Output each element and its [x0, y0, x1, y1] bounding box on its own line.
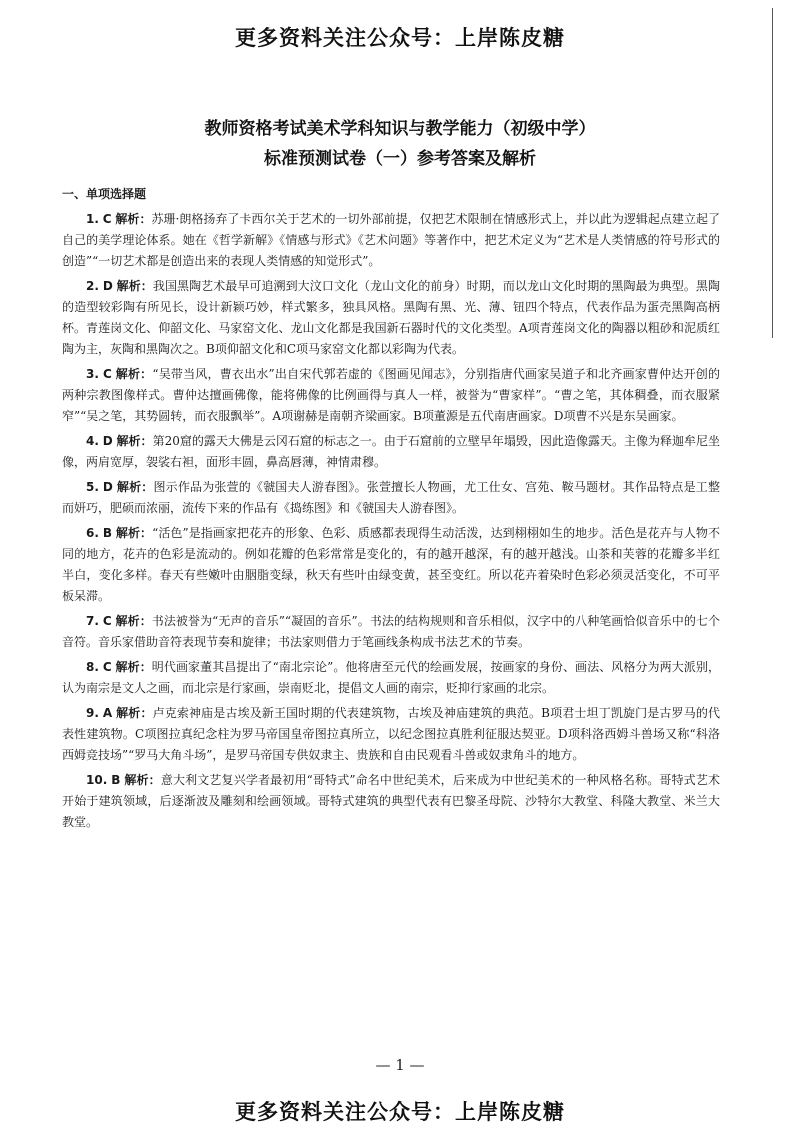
analysis-label: 解析：: [124, 773, 161, 787]
analysis-label: 解析：: [116, 480, 154, 494]
analysis-label: 解析：: [115, 614, 152, 628]
question-item: [62, 209, 720, 272]
question-answer: A: [102, 706, 113, 720]
question-answer: B: [102, 526, 112, 540]
question-item: [62, 703, 720, 766]
doc-subtitle: 标准预测试卷（一）参考答案及解析: [264, 149, 536, 169]
question-number: 7.: [86, 614, 99, 628]
watermark-banner-bottom: 更多资料关注公众号：上岸陈皮糖: [235, 1100, 565, 1124]
analysis-text: 我国黑陶艺术最早可追溯到大汶口文化（龙山文化的前身）时期，而以龙山文化时期的黑陶最为典型。黑陶的造型较彩陶有所见长，设计新颖巧妙，样式繁多，独具风格。黑陶有黑、光、薄、钮四个特点，代表作品为蛋壳黑陶高柄杯。青莲岗文化、仰韶文化、马家窑文化、龙山文化都是我国新石器时代的文化类型。A项青莲岗文化的陶器以粗砂和泥质红陶为主，灰陶和黑陶次之。B项仰韶文化和C项马家窑文化都以彩陶为代表。: [62, 279, 720, 356]
question-answer: D: [102, 434, 113, 448]
question-answer: D: [102, 480, 113, 494]
question-item: [62, 364, 720, 427]
question-number: 9.: [86, 706, 99, 720]
question-item: [62, 431, 720, 473]
section-heading: 一、单项选择题: [62, 187, 147, 201]
question-item: [62, 770, 720, 833]
analysis-text: 苏珊·朗格扬弃了卡西尔关于艺术的一切外部前提，仅把艺术限制在情感形式上，并以此为逻辑起点建立起了自己的美学理论体系。她在《哲学新解》《情感与形式》《艺术问题》等著作中，把艺术定义为“艺术是人类情感的符号形式的创造”“一切艺术都是创造出来的表现人类情感的知觉形式”。: [62, 212, 720, 268]
analysis-label: 解析：: [115, 212, 152, 226]
question-item: [62, 523, 720, 607]
analysis-label: 解析：: [115, 660, 152, 674]
question-answer: C: [102, 367, 112, 381]
analysis-text: 第20窟的露天大佛是云冈石窟的标志之一。由于石窟前的立壁早年塌毁，因此造像露天。主像为释迦牟尼坐像，两肩宽厚，袈裟右袒，面形丰圆，鼻高唇薄，神情肃穆。: [62, 434, 720, 469]
doc-title: 教师资格考试美术学科知识与教学能力（初级中学）: [204, 119, 596, 139]
analysis-text: 卢克索神庙是古埃及新王国时期的代表建筑物，古埃及神庙建筑的典范。B项君士坦丁凯旋门是古罗马的代表性建筑物。C项图拉真纪念柱为罗马帝国皇帝图拉真所立，以纪念图拉真胜利征服达契亚。D项科洛西姆斗兽场又称“科洛西姆竞技场”“罗马大角斗场”，是罗马帝国专供奴隶主、贵族和自由民观看斗兽或奴隶角斗的地方。: [62, 706, 720, 762]
analysis-text: 意大利文艺复兴学者最初用“哥特式”命名中世纪美术，后来成为中世纪美术的一种风格名称。哥特式艺术开始于建筑领域，后逐渐波及雕刻和绘画领域。哥特式建筑的典型代表有巴黎圣母院、沙特尔大教堂、科隆大教堂、米兰大教堂。: [62, 773, 720, 829]
question-number: 4.: [86, 434, 99, 448]
analysis-text: 明代画家董其昌提出了“南北宗论”。他将唐至元代的绘画发展，按画家的身份、画法、风格分为两大派别，认为南宗是文人之画，而北宗是行家画，崇南贬北，提倡文人画的南宗，贬抑行家画的北宗。: [62, 660, 720, 695]
analysis-label: 解析：: [116, 706, 153, 720]
analysis-label: 解析：: [116, 279, 153, 293]
question-number: 5.: [86, 480, 99, 494]
question-item: [62, 477, 720, 519]
question-number: 10.: [86, 773, 108, 787]
question-answer: C: [102, 212, 112, 226]
analysis-text: “活色”是指画家把花卉的形象、色彩、质感都表现得生动活泼，达到栩栩如生的地步。活色是花卉与人物不同的地方，花卉的色彩是流动的。例如花瓣的色彩常常是变化的，有的越开越深，有的越开越浅。山茶和芙蓉的花瓣多半红半白，变化多样。春天有些嫩叶由胭脂变绿，秋天有些叶由绿变黄，甚至变红。所以花卉着染时色彩必须灵活变化，不可平板呆滞。: [62, 526, 720, 603]
analysis-text: “吴带当风，曹衣出水”出自宋代郭若虚的《图画见闻志》，分别指唐代画家吴道子和北齐画家曹仲达开创的两种宗教图像样式。曹仲达擅画佛像，能将佛像的比例画得与真人一样，被誉为“曹家样”。“曹之笔，其体稠叠，而衣服紧窄”“吴之笔，其势圆转，而衣服飘举”。A项谢赫是南朝齐梁画家。B项董源是五代南唐画家。D项曹不兴是东吴画家。: [62, 367, 720, 423]
watermark-banner-top: 更多资料关注公众号：上岸陈皮糖: [235, 26, 565, 50]
question-number: 6.: [86, 526, 99, 540]
question-answer: C: [102, 660, 112, 674]
question-answer: B: [111, 773, 121, 787]
question-number: 8.: [86, 660, 99, 674]
analysis-label: 解析：: [116, 434, 153, 448]
scan-edge-line: [772, 8, 773, 338]
question-answer: C: [102, 614, 112, 628]
analysis-text: 图示作品为张萱的《虢国夫人游春图》。张萱擅长人物画，尤工仕女、宫苑、鞍马题材。其作品特点是工整而妍巧，肥硕而浓丽，流传下来的作品有《捣练图》和《虢国夫人游春图》。: [62, 480, 720, 515]
question-number: 3.: [86, 367, 99, 381]
question-number: 1.: [86, 212, 99, 226]
analysis-label: 解析：: [115, 526, 153, 540]
question-answer: D: [102, 279, 113, 293]
question-item: [62, 611, 720, 653]
answer-content: [62, 184, 720, 837]
question-item: [62, 276, 720, 360]
page-number: — 1 —: [375, 1056, 425, 1074]
question-number: 2.: [86, 279, 99, 293]
analysis-label: 解析：: [115, 367, 153, 381]
question-item: [62, 657, 720, 699]
analysis-text: 书法被誉为“无声的音乐”“凝固的音乐”。书法的结构规则和音乐相似，汉字中的八种笔画恰似音乐中的七个音符。音乐家借助音符表现节奏和旋律；书法家则借力于笔画线条构成书法艺术的节奏。: [62, 614, 720, 649]
